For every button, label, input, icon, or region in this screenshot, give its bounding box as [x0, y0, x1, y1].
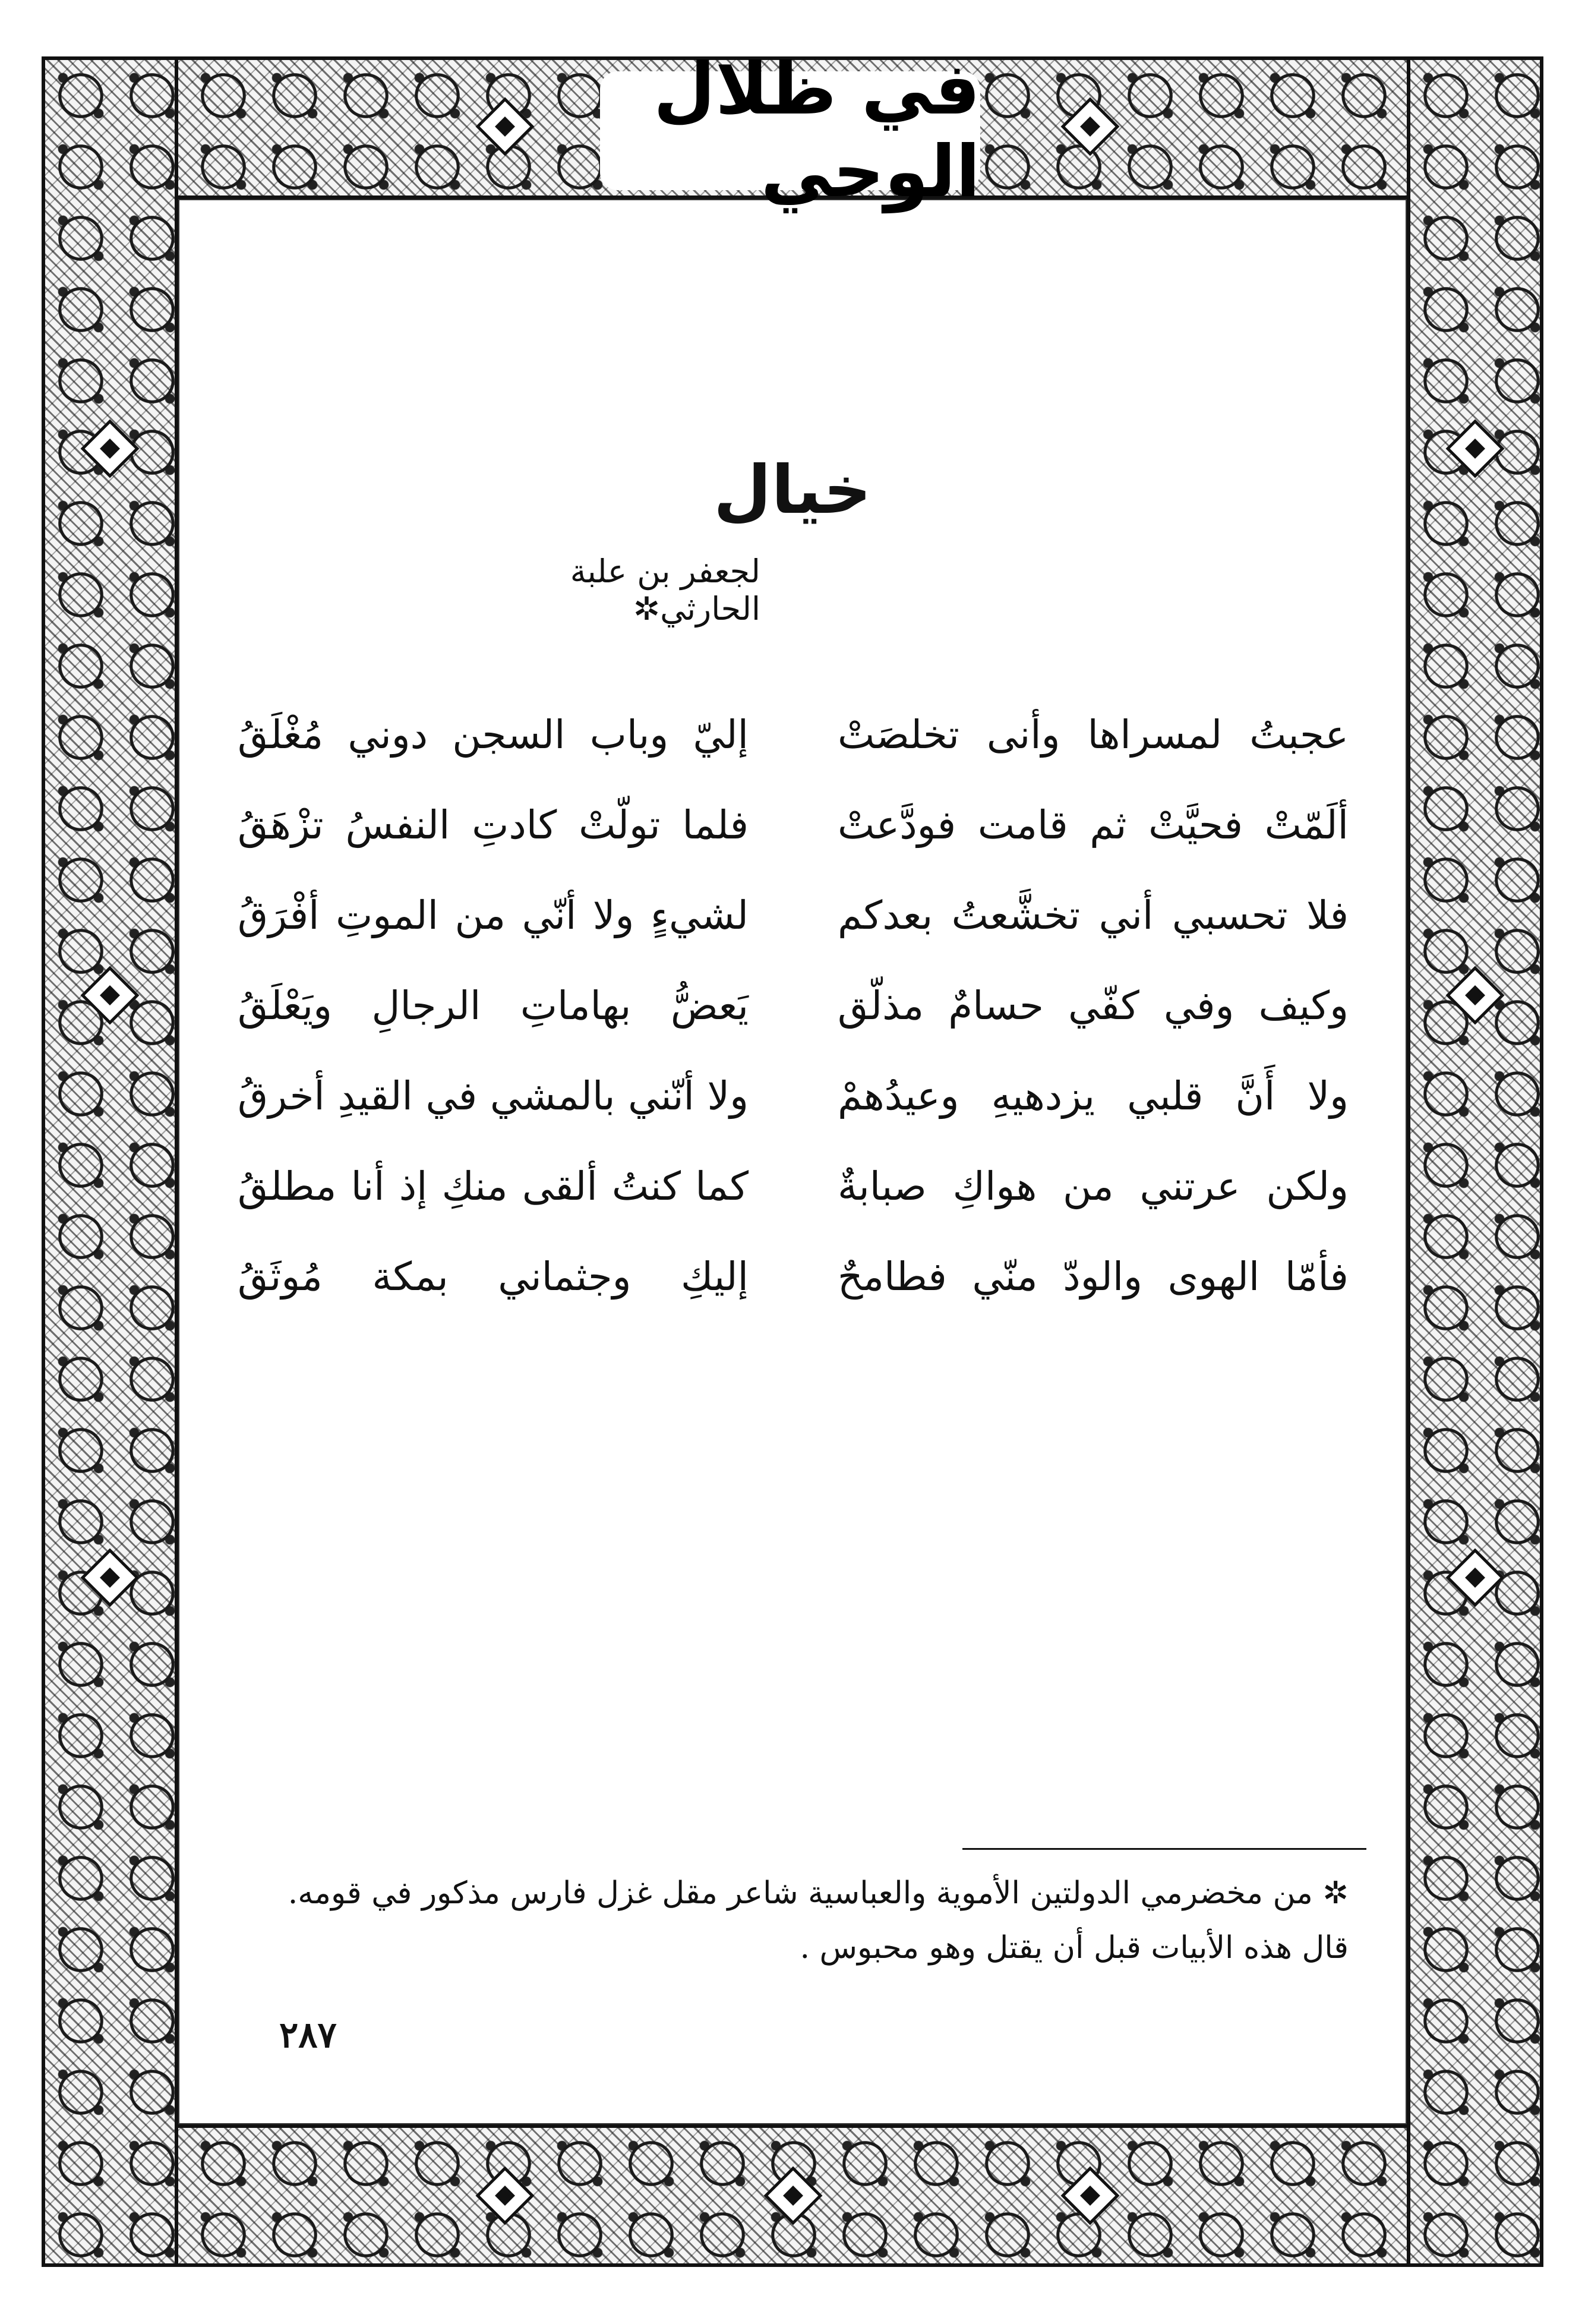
verse-row — [238, 1051, 1349, 1141]
verse-second-hemistich: لشيءٍ ولا أنّي من الموتِ أفْرَقُ — [238, 892, 749, 938]
verse-first-hemistich: وكيف وفي كفّي حسامٌ مذلّق — [838, 982, 1349, 1029]
verse-row — [238, 960, 1349, 1051]
footnote-separator — [962, 1848, 1366, 1850]
header-title-box — [600, 48, 980, 213]
verse-first-hemistich: فأمّا الهوى والودّ منّي فطامحٌ — [838, 1253, 1349, 1300]
verse-first-hemistich: ولكن عرتني من هواكِ صبابةٌ — [838, 1163, 1349, 1209]
ornamental-border-left — [42, 56, 178, 2267]
verse-second-hemistich: يَعضُّ بهاماتِ الرجالِ ويَعْلَقُ — [238, 982, 749, 1029]
verse-row — [238, 780, 1349, 870]
verse-row — [238, 870, 1349, 960]
verse-row — [238, 1141, 1349, 1231]
verse-second-hemistich: إليّ وباب السجن دوني مُغْلَقُ — [238, 711, 749, 758]
verse-first-hemistich: عجبتُ لمسراها وأنى تخلصَتْ — [838, 711, 1349, 758]
verse-second-hemistich: فلما تولّتْ كادتِ النفسُ تزْهَقُ — [238, 802, 749, 848]
footnote-line: ✲ من مخضرمي الدولتين الأموية والعباسية شاعر مقل غزل فارس مذكور في قومه. — [288, 1875, 1349, 1911]
verse-first-hemistich: فلا تحسبي أني تخشَّعتُ بعدكم — [838, 892, 1349, 938]
footnote-line: قال هذه الأبيات قبل أن يقتل وهو محبوس . — [800, 1930, 1349, 1966]
header-title: في ظلال الوحي — [653, 48, 980, 213]
verse-row — [238, 689, 1349, 780]
verse-first-hemistich: ولا أَنَّ قلبي يزدهيهِ وعيدُهمْ — [838, 1073, 1349, 1119]
verse-first-hemistich: ألَمّتْ فحيَّتْ ثم قامت فودَّعتْ — [838, 802, 1349, 848]
verse-row — [238, 1231, 1349, 1322]
verse-second-hemistich: ولا أنّني بالمشي في القيدِ أخرقُ — [238, 1073, 749, 1119]
footnote — [238, 1866, 1349, 1975]
verse-second-hemistich: كما كنتُ ألقى منكِ إذ أنا مطلقُ — [238, 1163, 749, 1209]
page-number: ٢٨٧ — [279, 2014, 337, 2056]
verse-second-hemistich: إليكِ وجثماني بمكة مُوثَقُ — [238, 1253, 749, 1300]
poem-title: خيال — [713, 452, 872, 529]
poem-verses — [238, 689, 1349, 1322]
ornamental-border-right — [1407, 56, 1543, 2267]
poem-author: لجعفر بن علبة الحارثي✲ — [570, 553, 760, 627]
